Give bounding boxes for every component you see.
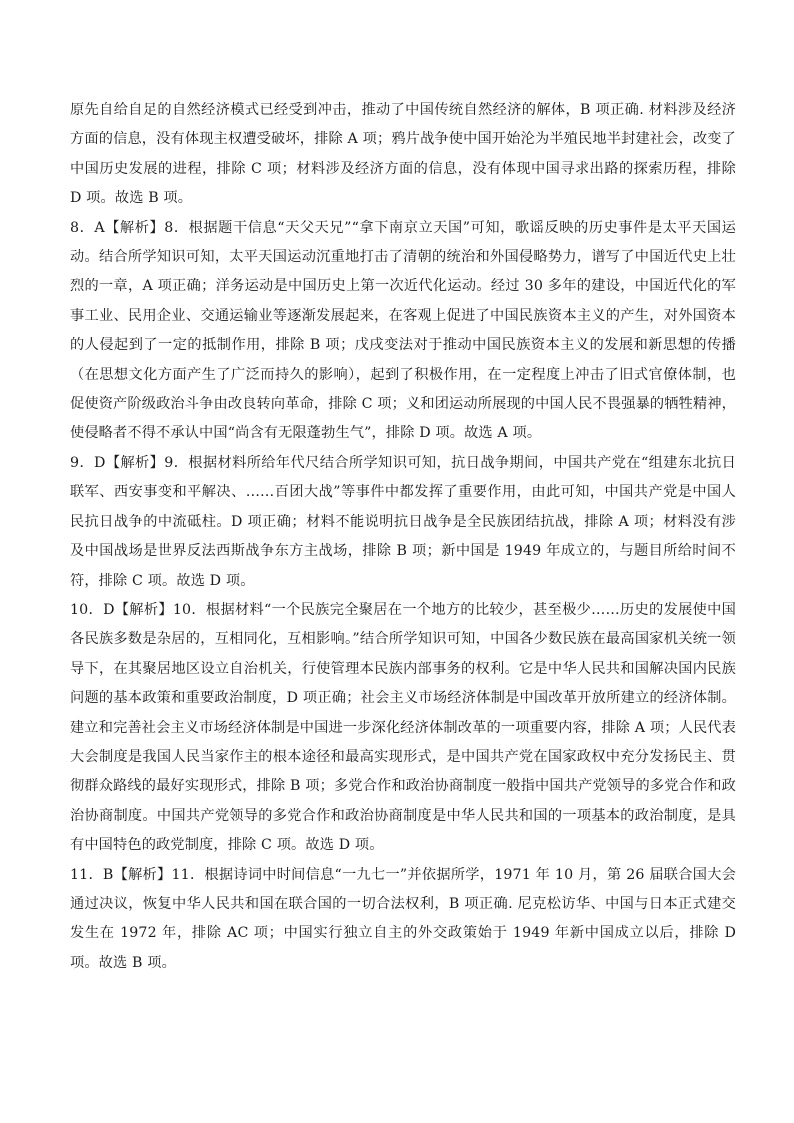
answer-paragraph-10: 10．D【解析】10．根据材料“一个民族完全聚居在一个地方的比较少，甚至极少……历史的发展使中国各民族多数是杂居的，互相同化，互相影响。”结合所学知识可知，中国各少数民族在最高国家机关统一领导下，在其聚居地区设立自治机关，行使管理本民族内部事务的权利。它是中华人民共和国解决国内民族问题的基本政策和重要政治制度，D 项正确；社会主义市场经济体制是中国改革开放所建立的经济体制。建立和完善社会主义市场经济体制是中国进一步深化经济体制改革的一项重要内容，排除 A 项；人民代表大会制度是我国人民当家作主的根本途径和最高实现形式，是中国共产党在国家政权中充分发扬民主、贯彻群众路线的最好实现形式，排除 B 项；多党合作和政治协商制度一般指中国共产党领导的多党合作和政治协商制度。中国共产党领导的多党合作和政治协商制度是中华人民共和国的一项基本的政治制度，是具有中国特色的政党制度，排除 C 项。故选 D 项。 xyxy=(70,601,736,854)
answer-paragraph-7-continued: 原先自给自足的自然经济模式已经受到冲击，推动了中国传统自然经济的解体，B 项正确. 材料涉及经济方面的信息，没有体现主权遭受破坏，排除 A 项；鸦片战争使中国开始沦为半殖民地半封建社会，改变了中国历史发展的进程，排除 C 项；材料涉及经济方面的信息，没有体现中国寻求出路的探索历程，排除 D 项。故选 B 项。 xyxy=(70,102,736,207)
answer-paragraph-8: 8．A【解析】8．根据题干信息“天父天兄”“拿下南京立天国”可知，歌谣反映的历史事件是太平天国运动。结合所学知识可知，太平天国运动沉重地打击了清朝的统治和外国侵略势力，谱写了中国近代史上壮烈的一章，A 项正确；洋务运动是中国历史上第一次近代化运动。经过 30 多年的建设，中国近代化的军事工业、民用企业、交通运输业等逐渐发展起来，在客观上促进了中国民族资本主义的产生，对外国资本的人侵起到了一定的抵制作用，排除 B 项；戊戌变法对于推动中国民族资本主义的发展和新思想的传播（在思想文化方面产生了广泛而持久的影响），起到了积极作用，在一定程度上冲击了旧式官僚体制，也促使资产阶级政治斗争由改良转向革命，排除 C 项；义和团运动所展现的中国人民不畏强暴的牺牲精神，使侵略者不得不承认中国“尚含有无限蓬勃生气”，排除 D 项。故选 A 项。 xyxy=(70,219,736,442)
document-page xyxy=(70,96,736,978)
answer-paragraph-9: 9．D【解析】9．根据材料所给年代尺结合所学知识可知，抗日战争期间，中国共产党在“组建东北抗日联军、西安事变和平解决、……百团大战”等事件中都发挥了重要作用，由此可知，中国共产党是中国人民抗日战争的中流砥柱。D 项正确；材料不能说明抗日战争是全民族团结抗战，排除 A 项；材料没有涉及中国战场是世界反法西斯战争东方主战场，排除 B 项；新中国是 1949 年成立的，与题目所给时间不符，排除 C 项。故选 D 项。 xyxy=(70,454,736,589)
answer-paragraph-11: 11．B【解析】11．根据诗词中时间信息“一九七一”并依据所学，1971 年 10 月，第 26 届联合国大会通过决议，恢复中华人民共和国在联合国的一切合法权利，B 项正确. 尼克松访华、中国与日本正式建交发生在 1972 年，排除 AC 项；中国实行独立自主的外交政策始于 1949 年新中国成立以后，排除 D 项。故选 B 项。 xyxy=(70,866,736,971)
